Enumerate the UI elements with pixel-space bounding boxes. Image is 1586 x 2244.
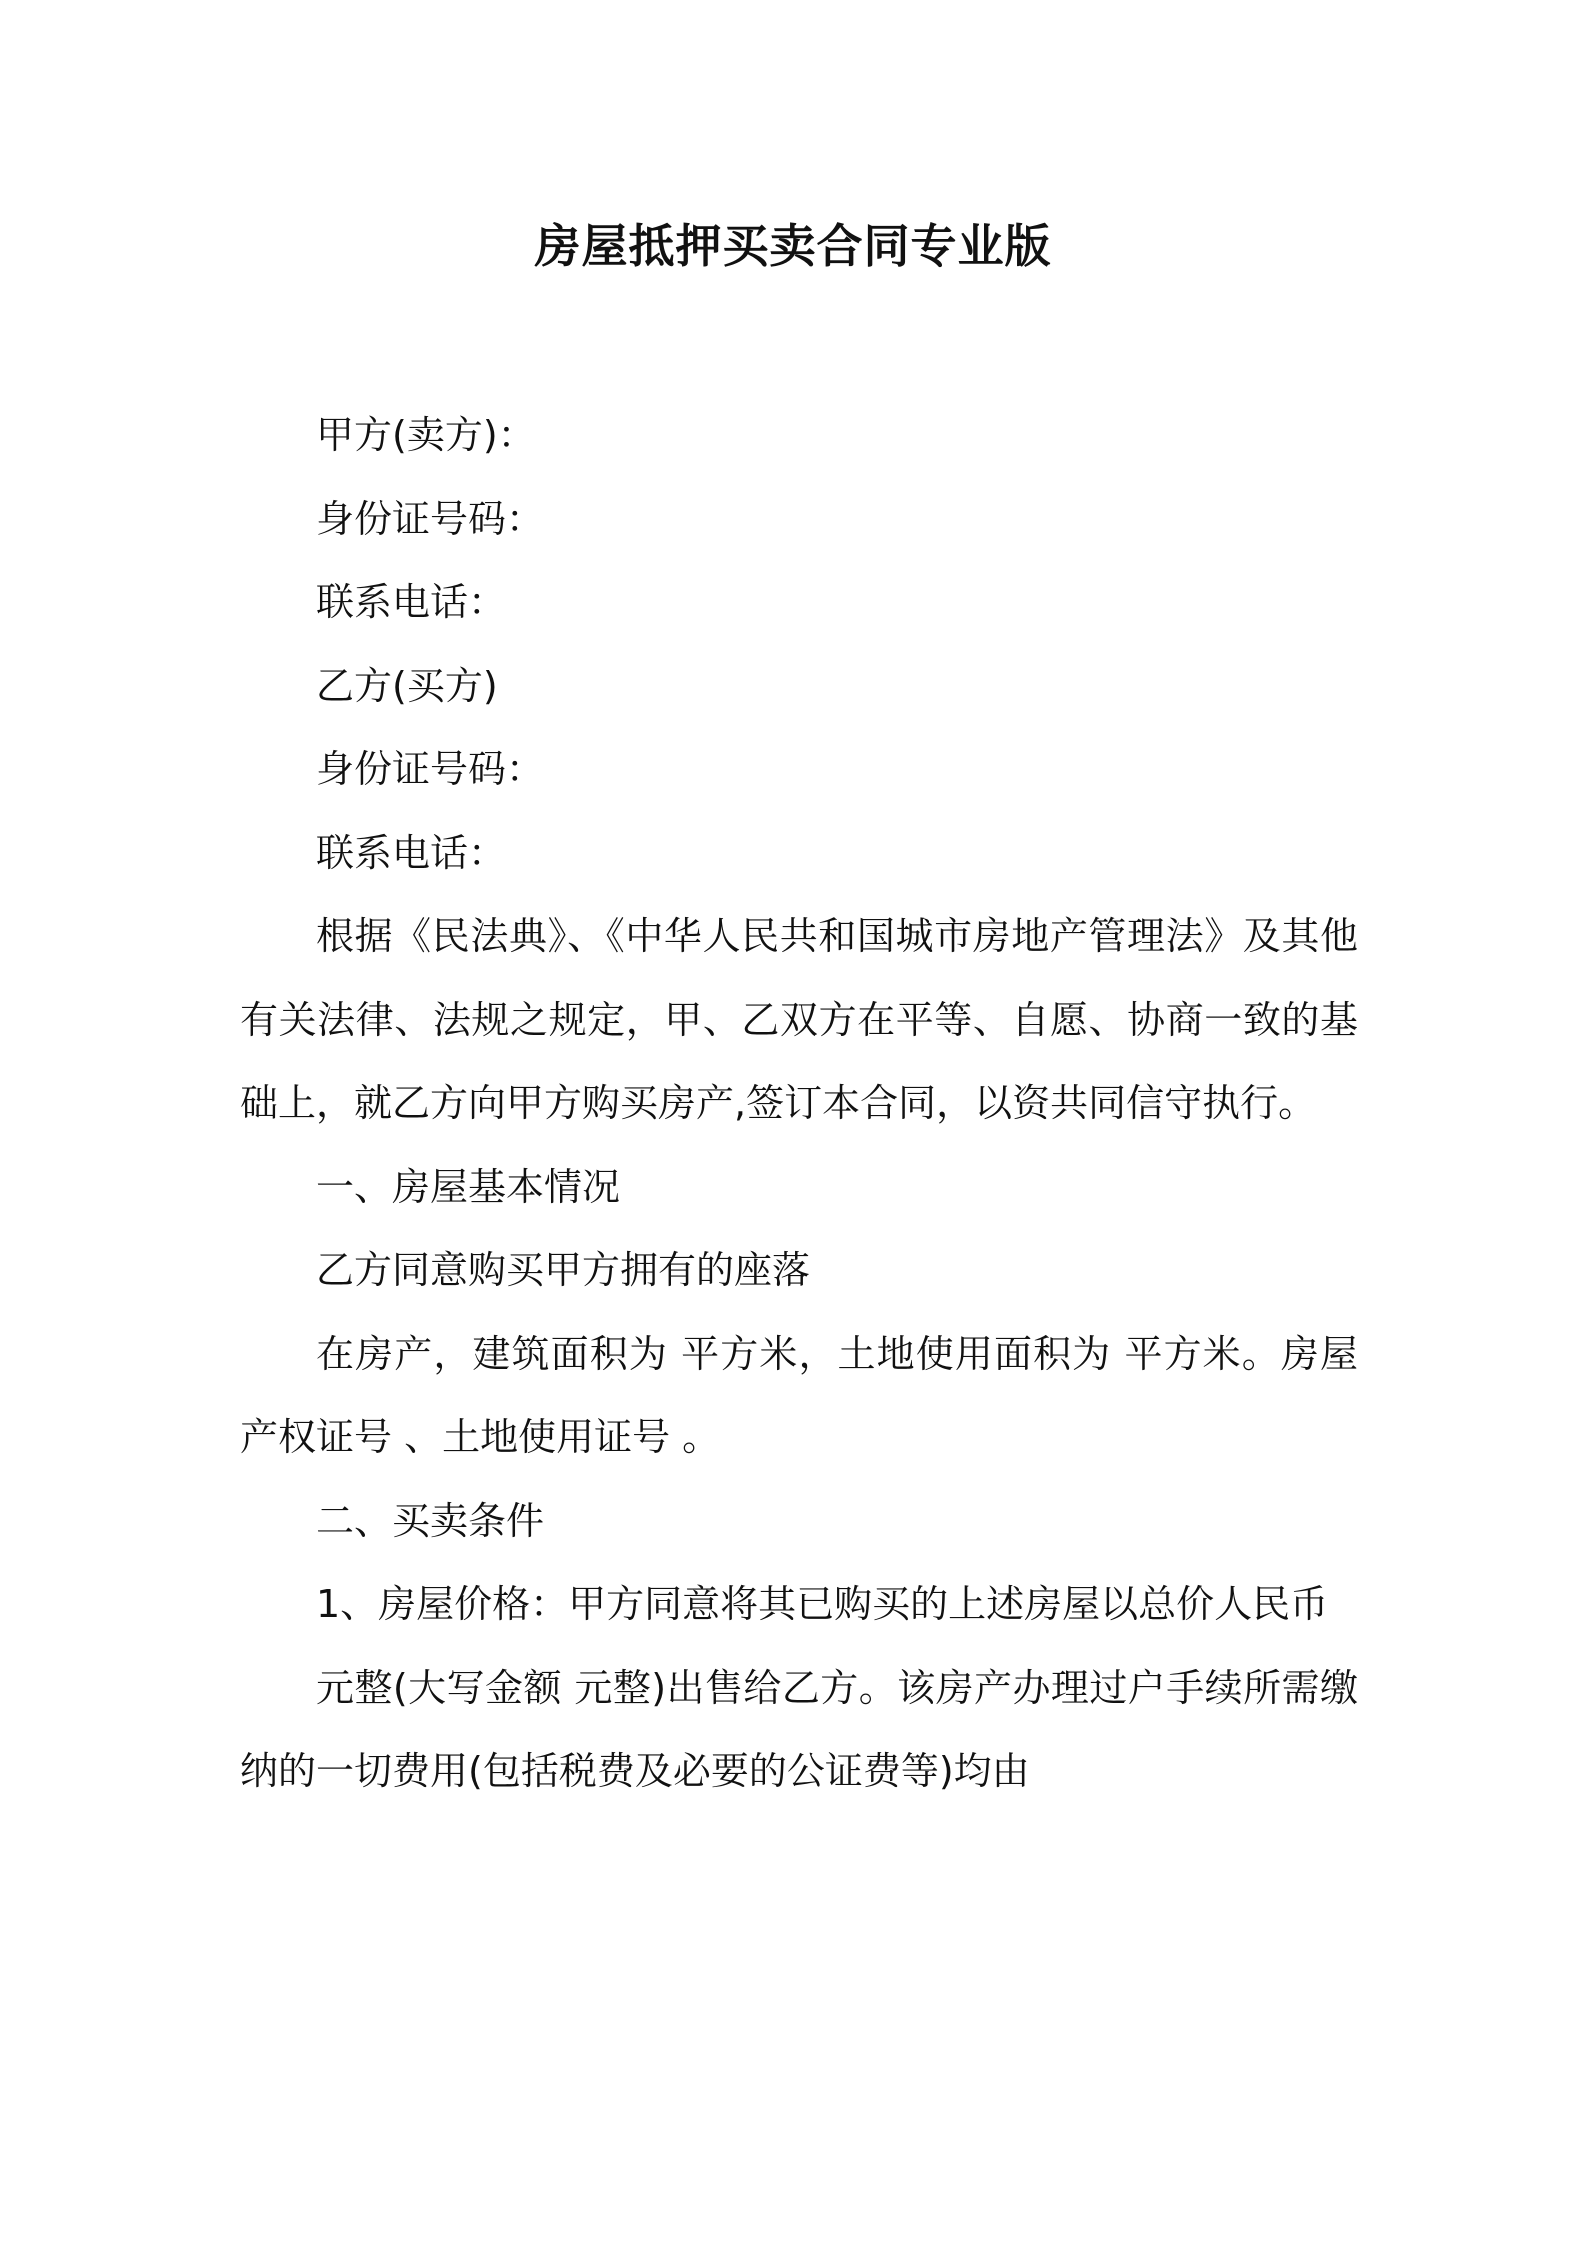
property-location-paragraph: 乙方同意购买甲方拥有的座落 xyxy=(316,1248,811,1292)
seller-line: 甲方(卖方)： xyxy=(316,413,536,457)
section-heading-terms: 二、买卖条件 xyxy=(316,1498,545,1543)
buyer-id-line: 身份证号码： xyxy=(316,747,545,791)
document-body xyxy=(240,394,1358,1814)
buyer-phone-line: 联系电话： xyxy=(316,830,507,875)
section-heading-property: 一、房屋基本情况 xyxy=(316,1164,621,1209)
preamble-paragraph: 根据《民法典》、《中华人民共和国城市房地产管理法》及其他有关法律、法规之规定，甲、乙双方在平等、自愿、协商一致的基础上，就乙方向甲方购买房产,签订本合同，以资共同信守执行。 xyxy=(240,914,1358,1125)
seller-id-line: 身份证号码： xyxy=(316,496,545,541)
buyer-line: 乙方(买方) xyxy=(316,663,498,708)
property-area-paragraph: 在房产，建筑面积为 平方米，土地使用面积为 平方米。房屋产权证号 、土地使用证号 。 xyxy=(240,1331,1358,1459)
fees-paragraph: 元整(大写金额 元整)出售给乙方。该房产办理过户手续所需缴纳的一切费用(包括税费及必要的公证费等)均由 xyxy=(240,1665,1358,1793)
price-paragraph: 1、房屋价格：甲方同意将其已购买的上述房屋以总价人民币 xyxy=(316,1582,1329,1626)
seller-phone-line: 联系电话： xyxy=(316,580,507,624)
document-title: 房屋抵押买卖合同专业版 xyxy=(534,219,1052,273)
